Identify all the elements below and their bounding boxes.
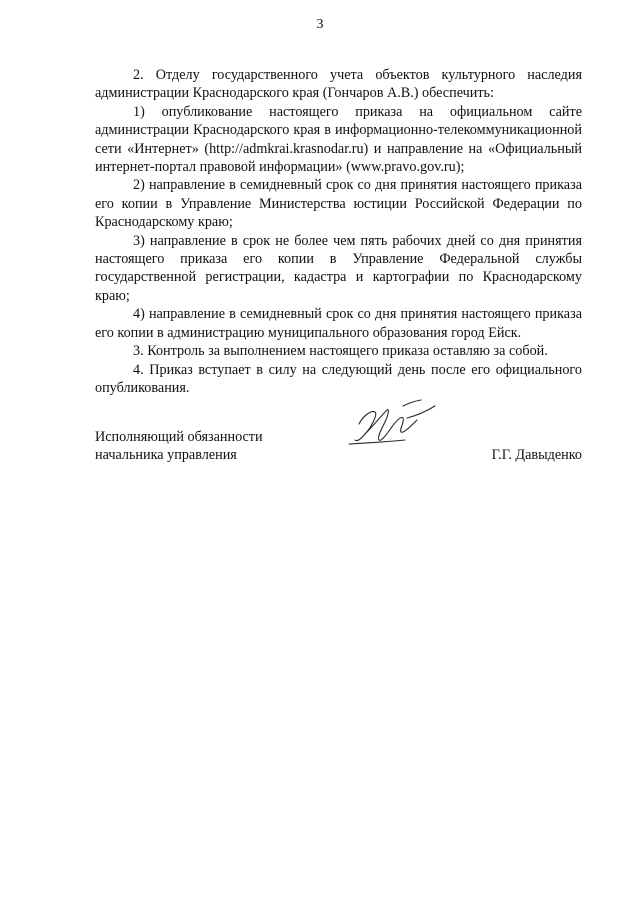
signer-position-line-2: начальника управления [95,447,237,464]
paragraph-subitem-2: 2) направление в семидневный срок со дня принятия настоящего приказа его копии в Управление Министерства юстиции Российской Федерации по Краснодарскому краю; [95,177,582,231]
paragraph-item-2: 2. Отделу государственного учета объектов культурного наследия администрации Краснодарского края (Гончаров А.В.) обеспечить: [95,67,582,102]
signer-name: Г.Г. Давыденко [491,447,582,464]
signature-block [95,428,582,468]
paragraph-item-4: 4. Приказ вступает в силу на следующий день после его официального опубликования. [95,361,582,396]
signer-position-line-1: Исполняющий обязанности [95,429,263,445]
paragraph-subitem-3: 3) направление в срок не более чем пять рабочих дней со дня принятия настоящего приказа его копии в Управление Федеральной службы государственной регистрации, кадастра и картографии по Краснодарскому краю; [95,232,582,304]
paragraph-item-3: 3. Контроль за выполнением настоящего приказа оставляю за собой. [133,343,548,360]
page-number: 3 [316,17,324,32]
handwritten-signature-icon [345,394,445,458]
document-body [95,66,582,397]
paragraph-subitem-4: 4) направление в семидневный срок со дня принятия настоящего приказа его копии в администрацию муниципального образования город Ейск. [95,306,582,341]
paragraph-subitem-1: 1) опубликование настоящего приказа на официальном сайте администрации Краснодарского края в информационно-телекоммуникационной сети «Интернет» (http://admkrai.krasnodar.ru) и направление на «Официальный интернет-портал правовой информации» (www.pravo.gov.ru); [95,103,582,176]
signer-position [95,428,315,465]
